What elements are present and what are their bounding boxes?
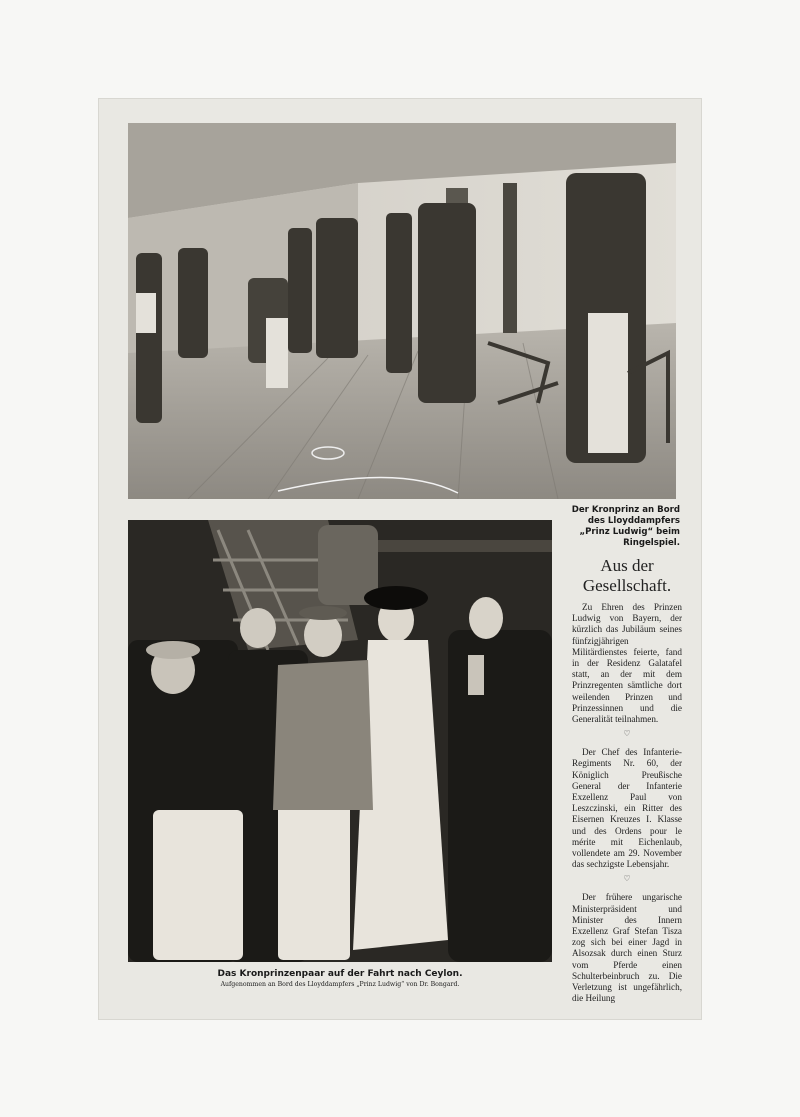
article-paragraph-2: Der Chef des Infanterie-Regiments Nr. 60, der Königlich Preußische General der Infanterie Exzellenz Paul von Leszczinski, ein Ritter des Eisernen Kreuzes I. Klasse und des Ordens pour le mérite mit Eichenlaub, vollendete am 29. November das sechzigste Lebensjahr. — [572, 747, 682, 870]
ornament-heart-icon: ♡ — [623, 874, 631, 884]
ornament-heart-icon: ♡ — [623, 729, 631, 739]
bottom-photo-caption — [128, 969, 552, 988]
top-photo-caption: Der Kronprinz an Bord des Lloyddampfers „Prinz Ludwig“ beim Ringelspiel. — [571, 505, 680, 548]
article-column — [572, 556, 682, 1005]
top-photograph — [128, 123, 676, 499]
bottom-caption-title: Das Kronprinzenpaar auf der Fahrt nach Ceylon. — [217, 969, 463, 979]
page — [98, 98, 702, 1020]
article-paragraph-3: Der frühere ungarische Ministerpräsident und Minister des Innern Exzellenz Graf Stefan Tisza zog sich bei einer Jagd in Alsozsak durch einen Sturz vom Pferde einen Schulterbeinbruch zu. Die Verletzung ist ungefährlich, die Heilung — [572, 892, 682, 1004]
article-paragraph-1: Zu Ehren des Prinzen Ludwig von Bayern, der kürzlich das Jubiläum seines fünfzigjährigen Militärdienstes feierte, fand in der Residenz Galatafel statt, an der mit dem Prinzregenten sämtliche dort weilenden Prinzen und Prinzessinnen und die Generalität teilnahmen. — [572, 602, 682, 725]
bottom-photograph — [128, 520, 552, 962]
bottom-caption-credit: Aufgenommen an Bord des Lloyddampfers „Prinz Ludwig“ von Dr. Bongard. — [220, 981, 460, 988]
article-heading: Aus der Gesellschaft. — [582, 556, 672, 595]
